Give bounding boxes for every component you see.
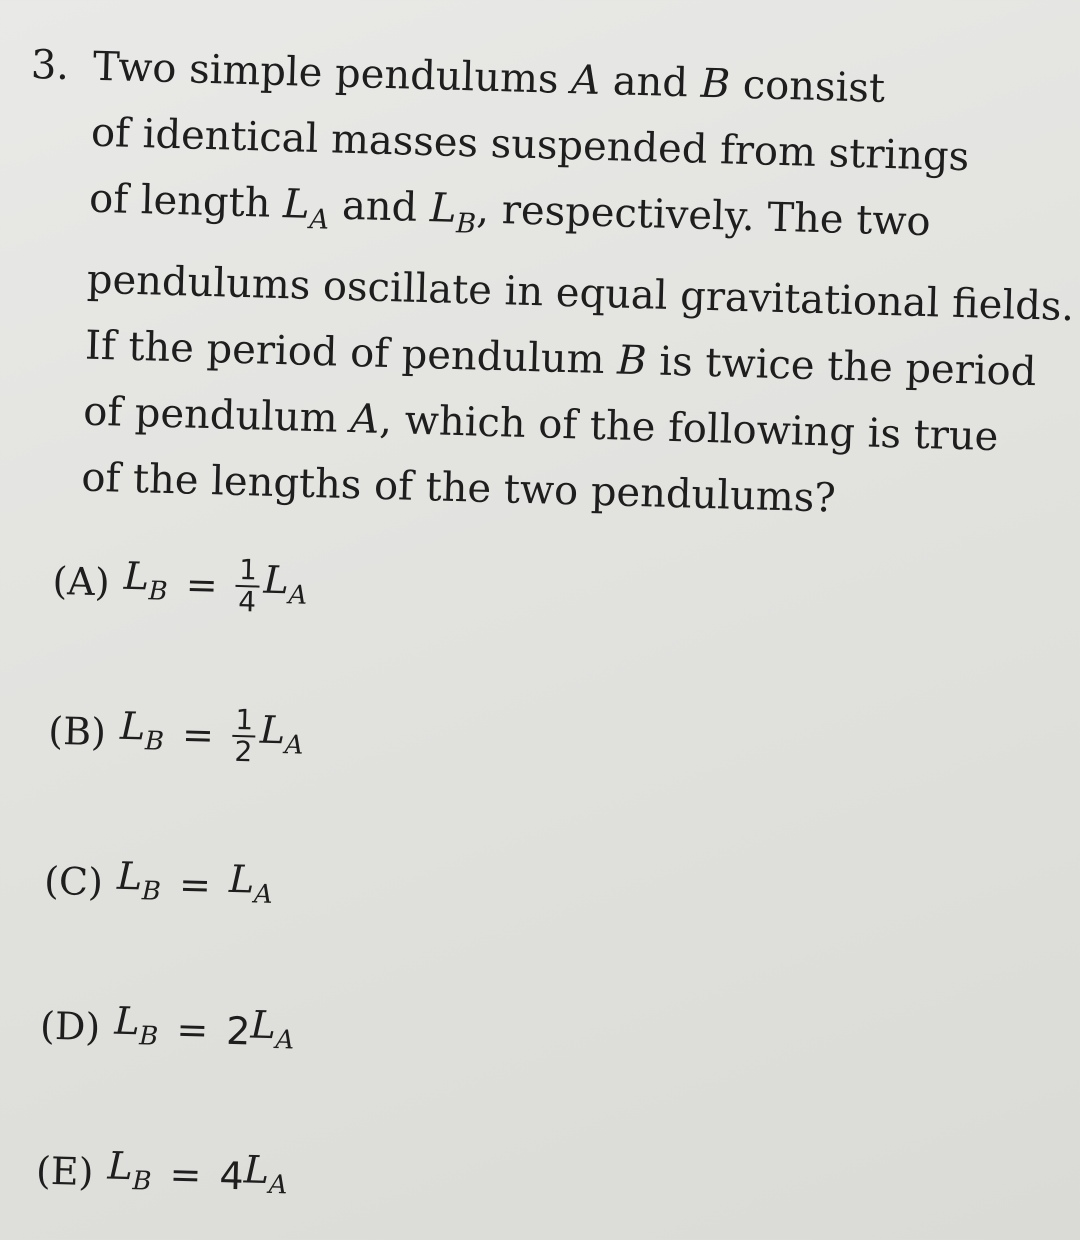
question-text: , respectively. The two: [475, 186, 932, 246]
math-variable: A: [349, 396, 380, 444]
equals-sign: =: [175, 1007, 209, 1053]
option-rhs: $L_A$: [243, 1147, 288, 1201]
fraction-denominator: 2: [234, 735, 253, 769]
answer-option-a[interactable]: [52, 549, 309, 621]
equals-sign: =: [169, 1152, 203, 1198]
coefficient: 2: [225, 1009, 252, 1054]
question-text: pendulums oscillate in equal gravitational fields.: [86, 256, 1075, 331]
option-label: (A): [51, 559, 111, 605]
option-label: (E): [35, 1148, 95, 1195]
math-variable: $L_A$: [282, 181, 330, 236]
fraction-denominator: 4: [237, 585, 257, 619]
math-variable: A: [570, 57, 601, 104]
answer-option-c[interactable]: [43, 849, 273, 920]
option-lhs: $L_B$: [113, 998, 159, 1052]
option-rhs: $L_A$: [259, 707, 304, 761]
answer-option-d[interactable]: [39, 994, 295, 1066]
option-rhs: $L_A$: [228, 856, 273, 910]
option-rhs: $L_A$: [250, 1002, 295, 1056]
question-text: If the period of pendulum: [84, 322, 618, 384]
option-lhs: $L_B$: [116, 853, 162, 907]
math-variable: $L_B$: [429, 185, 477, 240]
option-lhs: $L_B$: [107, 1143, 152, 1197]
question-number: 3.: [30, 41, 70, 90]
equals-sign: =: [185, 562, 219, 608]
option-label: (B): [47, 709, 107, 755]
fraction-numerator: 1: [236, 555, 261, 588]
question-text: , which of the following is true: [378, 397, 999, 461]
question-text: and: [599, 57, 702, 107]
question-text: and: [328, 182, 431, 232]
option-label: (C): [43, 859, 104, 905]
question-text: is twice the period: [646, 338, 1037, 396]
question-stem: [80, 34, 1075, 538]
question-text: of the lengths of the two pendulums?: [80, 454, 837, 522]
fraction: [231, 705, 257, 768]
math-variable: B: [616, 337, 648, 385]
option-lhs: $L_B$: [119, 703, 165, 757]
option-rhs: $L_A$: [263, 557, 308, 611]
question-text: Two simple pendulums: [92, 43, 572, 104]
answer-option-b[interactable]: [47, 699, 304, 771]
question-text: of length: [88, 175, 284, 228]
fraction-numerator: 1: [232, 705, 257, 738]
question-text: of pendulum: [82, 388, 352, 443]
question-text: consist: [729, 61, 886, 112]
question-text: of identical masses suspended from strings: [90, 109, 970, 181]
math-variable: B: [700, 60, 731, 108]
option-label: (D): [39, 1004, 101, 1050]
fraction: [235, 555, 261, 618]
coefficient: 4: [218, 1154, 245, 1199]
equals-sign: =: [178, 862, 212, 908]
answer-option-e[interactable]: [35, 1139, 288, 1211]
equals-sign: =: [181, 712, 215, 758]
option-lhs: $L_B$: [123, 553, 169, 607]
question-block: [30, 28, 1075, 1201]
